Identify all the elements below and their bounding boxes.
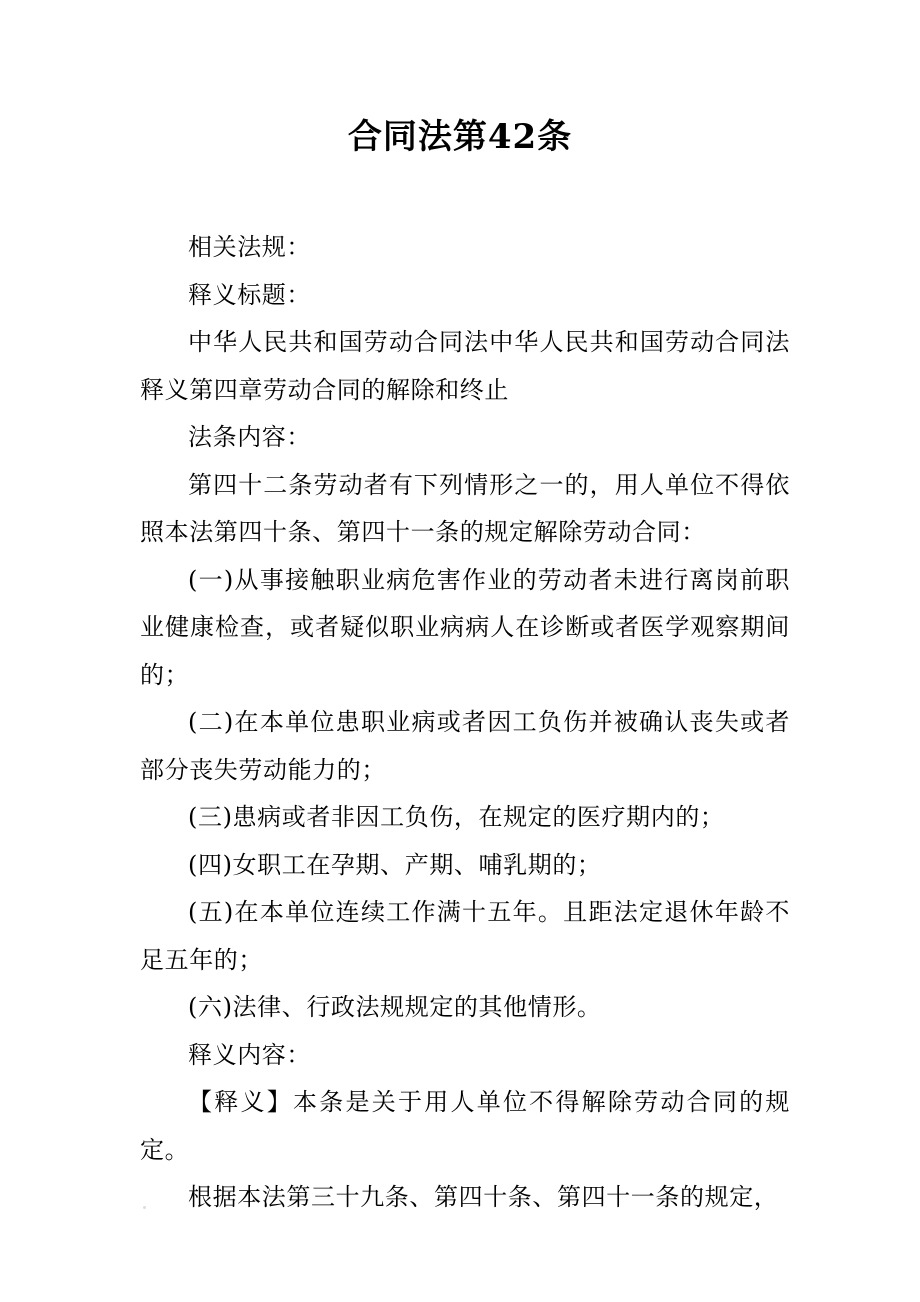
- paragraph-interpretation-content-label: 释义内容：: [188, 1040, 311, 1069]
- paragraph-article-42: 第四十二条劳动者有下列情形之一的，用人单位不得依照本法第四十条、第四十一条的规定解除劳动合同：: [140, 470, 790, 546]
- paragraph-interpretation-title-label: 释义标题：: [188, 280, 311, 309]
- paragraph-interpretation-title: 中华人民共和国劳动合同法中华人民共和国劳动合同法释义第四章劳动合同的解除和终止: [140, 328, 790, 404]
- paragraph-item-3: (三)患病或者非因工负伤，在规定的医疗期内的；: [188, 803, 725, 831]
- paragraph-item-1: (一)从事接触职业病危害作业的劳动者未进行离岗前职业健康检查，或者疑似职业病病人在诊断或者医学观察期间的；: [140, 565, 790, 689]
- paragraph-item-6: (六)法律、行政法规规定的其他情形。: [188, 993, 602, 1021]
- paragraph-related-laws: 相关法规：: [188, 233, 311, 261]
- document-body: [140, 224, 790, 1222]
- paragraph-item-4: (四)女职工在孕期、产期、哺乳期的；: [188, 850, 602, 879]
- paragraph-interpretation-intro: 【释义】本条是关于用人单位不得解除劳动合同的规定。: [140, 1088, 790, 1164]
- paragraph-item-2: (二)在本单位患职业病或者因工负伤并被确认丧失或者部分丧失劳动能力的；: [140, 708, 790, 784]
- paragraph-item-5: (五)在本单位连续工作满十五年。且距法定退休年龄不足五年的；: [140, 898, 790, 974]
- paragraph-article-content-label: 法条内容：: [188, 423, 311, 451]
- paragraph-interpretation-body: 根据本法第三十九条、第四十条、第四十一条的规定，: [188, 1183, 779, 1211]
- page-speck: [143, 1206, 146, 1209]
- document-title: 合同法第42条: [347, 117, 573, 157]
